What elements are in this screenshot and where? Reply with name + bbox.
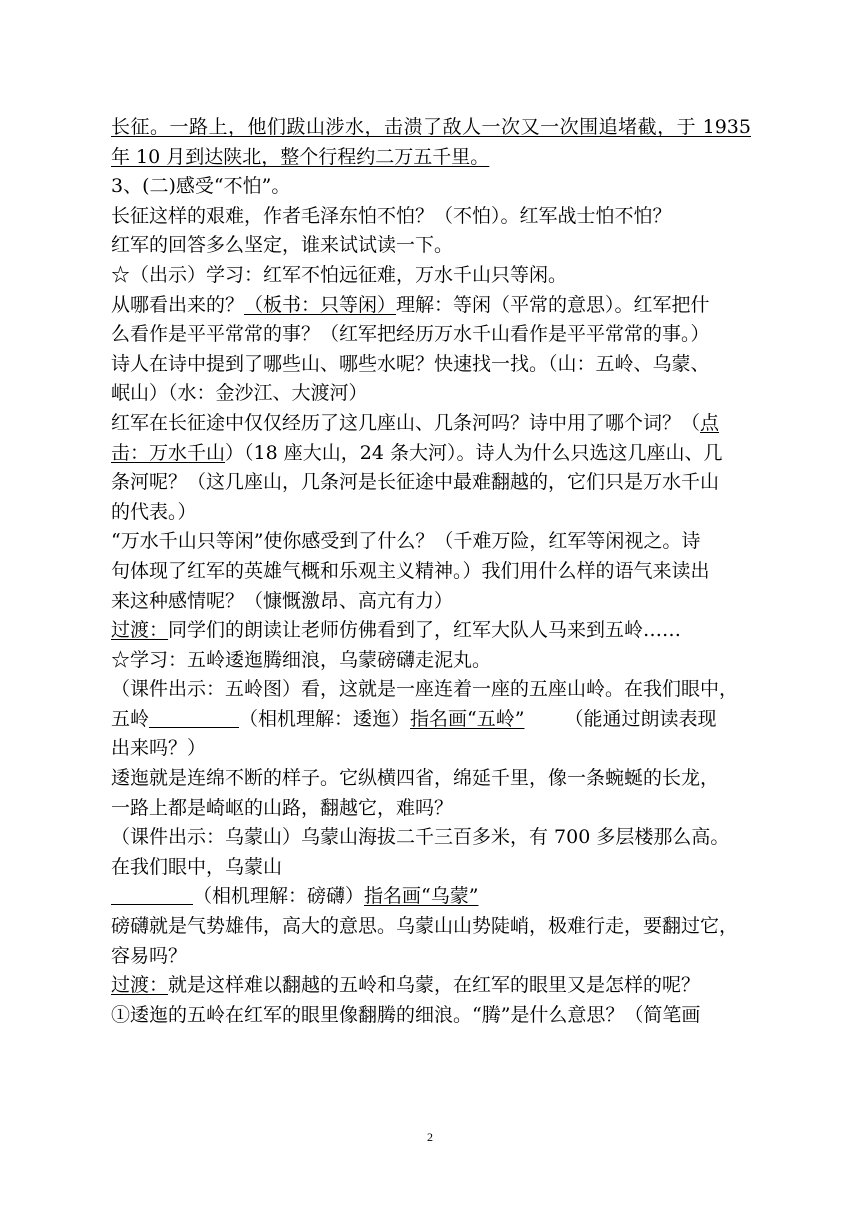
- underlined-text: 击：万水千山: [111, 441, 226, 464]
- text-segment: 同学们的朗读让老师仿佛看到了，红军大队人马来到五岭……: [168, 619, 682, 642]
- text-line: 岷山）（水：金沙江、大渡河）: [111, 382, 368, 405]
- text-line: 诗人在诗中提到了哪些山、哪些水呢？快速找一找。（山：五岭、乌蒙、: [111, 352, 710, 375]
- text-line: 长征。一路上，他们跋山涉水，击溃了敌人一次又一次围追堵截，于 1935: [111, 116, 751, 138]
- text-line: [111, 143, 751, 173]
- text-line: ☆（出示）学习：红军不怕远征难，万水千山只等闲。: [111, 263, 568, 286]
- text-segment: 从哪看出来的？: [111, 293, 245, 316]
- text-line: 的代表。）: [111, 500, 197, 523]
- text-line: 来这种感情呢？（慷慨激昂、高亢有力）: [111, 589, 454, 612]
- fill-in-blank: [149, 707, 239, 728]
- text-segment: （相机理解：磅礴）: [193, 885, 365, 908]
- page-number: 2: [427, 1130, 433, 1144]
- text-line: ①逶迤的五岭在红军的眼里像翻腾的细浪。“腾”是什么意思？（简笔画: [111, 1003, 701, 1026]
- text-segment: （相机理解：逶迤）: [239, 707, 411, 730]
- text-line: 条河呢？（这几座山，几条河是长征途中最难翻越的，它们只是万水千山: [111, 471, 720, 494]
- text-line: [111, 705, 751, 735]
- text-line: ☆学习：五岭逶迤腾细浪，乌蒙磅礴走泥丸。: [111, 648, 492, 671]
- underlined-text: 过渡：: [111, 974, 169, 997]
- text-segment: 红军在长征途中仅仅经历了这几座山、几条河吗？诗中用了哪个词？（: [111, 411, 701, 434]
- text-line: 在我们眼中，乌蒙山: [111, 855, 283, 878]
- text-segment: ）（18 座大山，24 条大河）。诗人为什么只选这几座山、几: [225, 441, 723, 464]
- underlined-text: 过渡：: [111, 619, 169, 642]
- text-line: “万水千山只等闲”使你感受到了什么？（千难万险，红军等闲视之。诗: [111, 530, 701, 553]
- text-line: 逶迤就是连绵不断的样子。它纵横四省，绵延千里，像一条蜿蜒的长龙，: [111, 767, 720, 790]
- underlined-text: 点: [700, 411, 720, 434]
- text-line: [111, 409, 751, 439]
- text-line: 出来吗？）: [111, 737, 207, 760]
- text-line: 句体现了红军的英雄气概和乐观主义精神。）我们用什么样的语气来读出: [111, 559, 710, 582]
- text-line: [111, 439, 751, 469]
- text-line: 红军的回答多么坚定，谁来试试读一下。: [111, 234, 454, 257]
- fill-in-blank: [111, 884, 193, 905]
- text-line: （课件出示：乌蒙山）乌蒙山海拔二千三百多米，有 700 多层楼那么高。: [111, 826, 730, 849]
- text-segment: （能通过朗读表现: [564, 707, 717, 730]
- underlined-text: 年 10 月到达陕北，整个行程约二万五千里。: [111, 145, 490, 168]
- text-line: 磅礴就是气势雄伟，高大的意思。乌蒙山山势陡峭，极难行走，要翻过它，: [111, 915, 739, 938]
- text-line: [111, 616, 751, 646]
- text-line: 一路上都是崎岖的山路，翻越它，难吗？: [111, 796, 454, 819]
- text-line: [111, 291, 751, 321]
- text-line: [111, 971, 751, 1001]
- text-segment: 理解：等闲（平常的意思）。红军把什: [396, 293, 710, 316]
- text-line: （课件出示：五岭图）看，这就是一座连着一座的五座山岭。在我们眼中，: [111, 678, 739, 701]
- section-heading: 3、(二)感受“不怕”。: [111, 175, 291, 198]
- text-line: 长征这样的艰难，作者毛泽东怕不怕？（不怕）。红军战士怕不怕？: [111, 204, 672, 227]
- underlined-text: （板书：只等闲）: [244, 293, 397, 316]
- underlined-text: 指名画“五岭”: [410, 707, 525, 730]
- text-line: [111, 882, 751, 912]
- underlined-text: 指名画“乌蒙”: [364, 885, 479, 908]
- text-line: 容易吗？: [111, 944, 188, 967]
- text-line: 么看作是平平常常的事？（红军把经历万水千山看作是平平常常的事。）: [111, 323, 710, 346]
- text-segment: 五岭: [111, 707, 150, 730]
- text-segment: 就是这样难以翻越的五岭和乌蒙，在红军的眼里又是怎样的呢？: [168, 974, 701, 997]
- document-body: [111, 113, 751, 1030]
